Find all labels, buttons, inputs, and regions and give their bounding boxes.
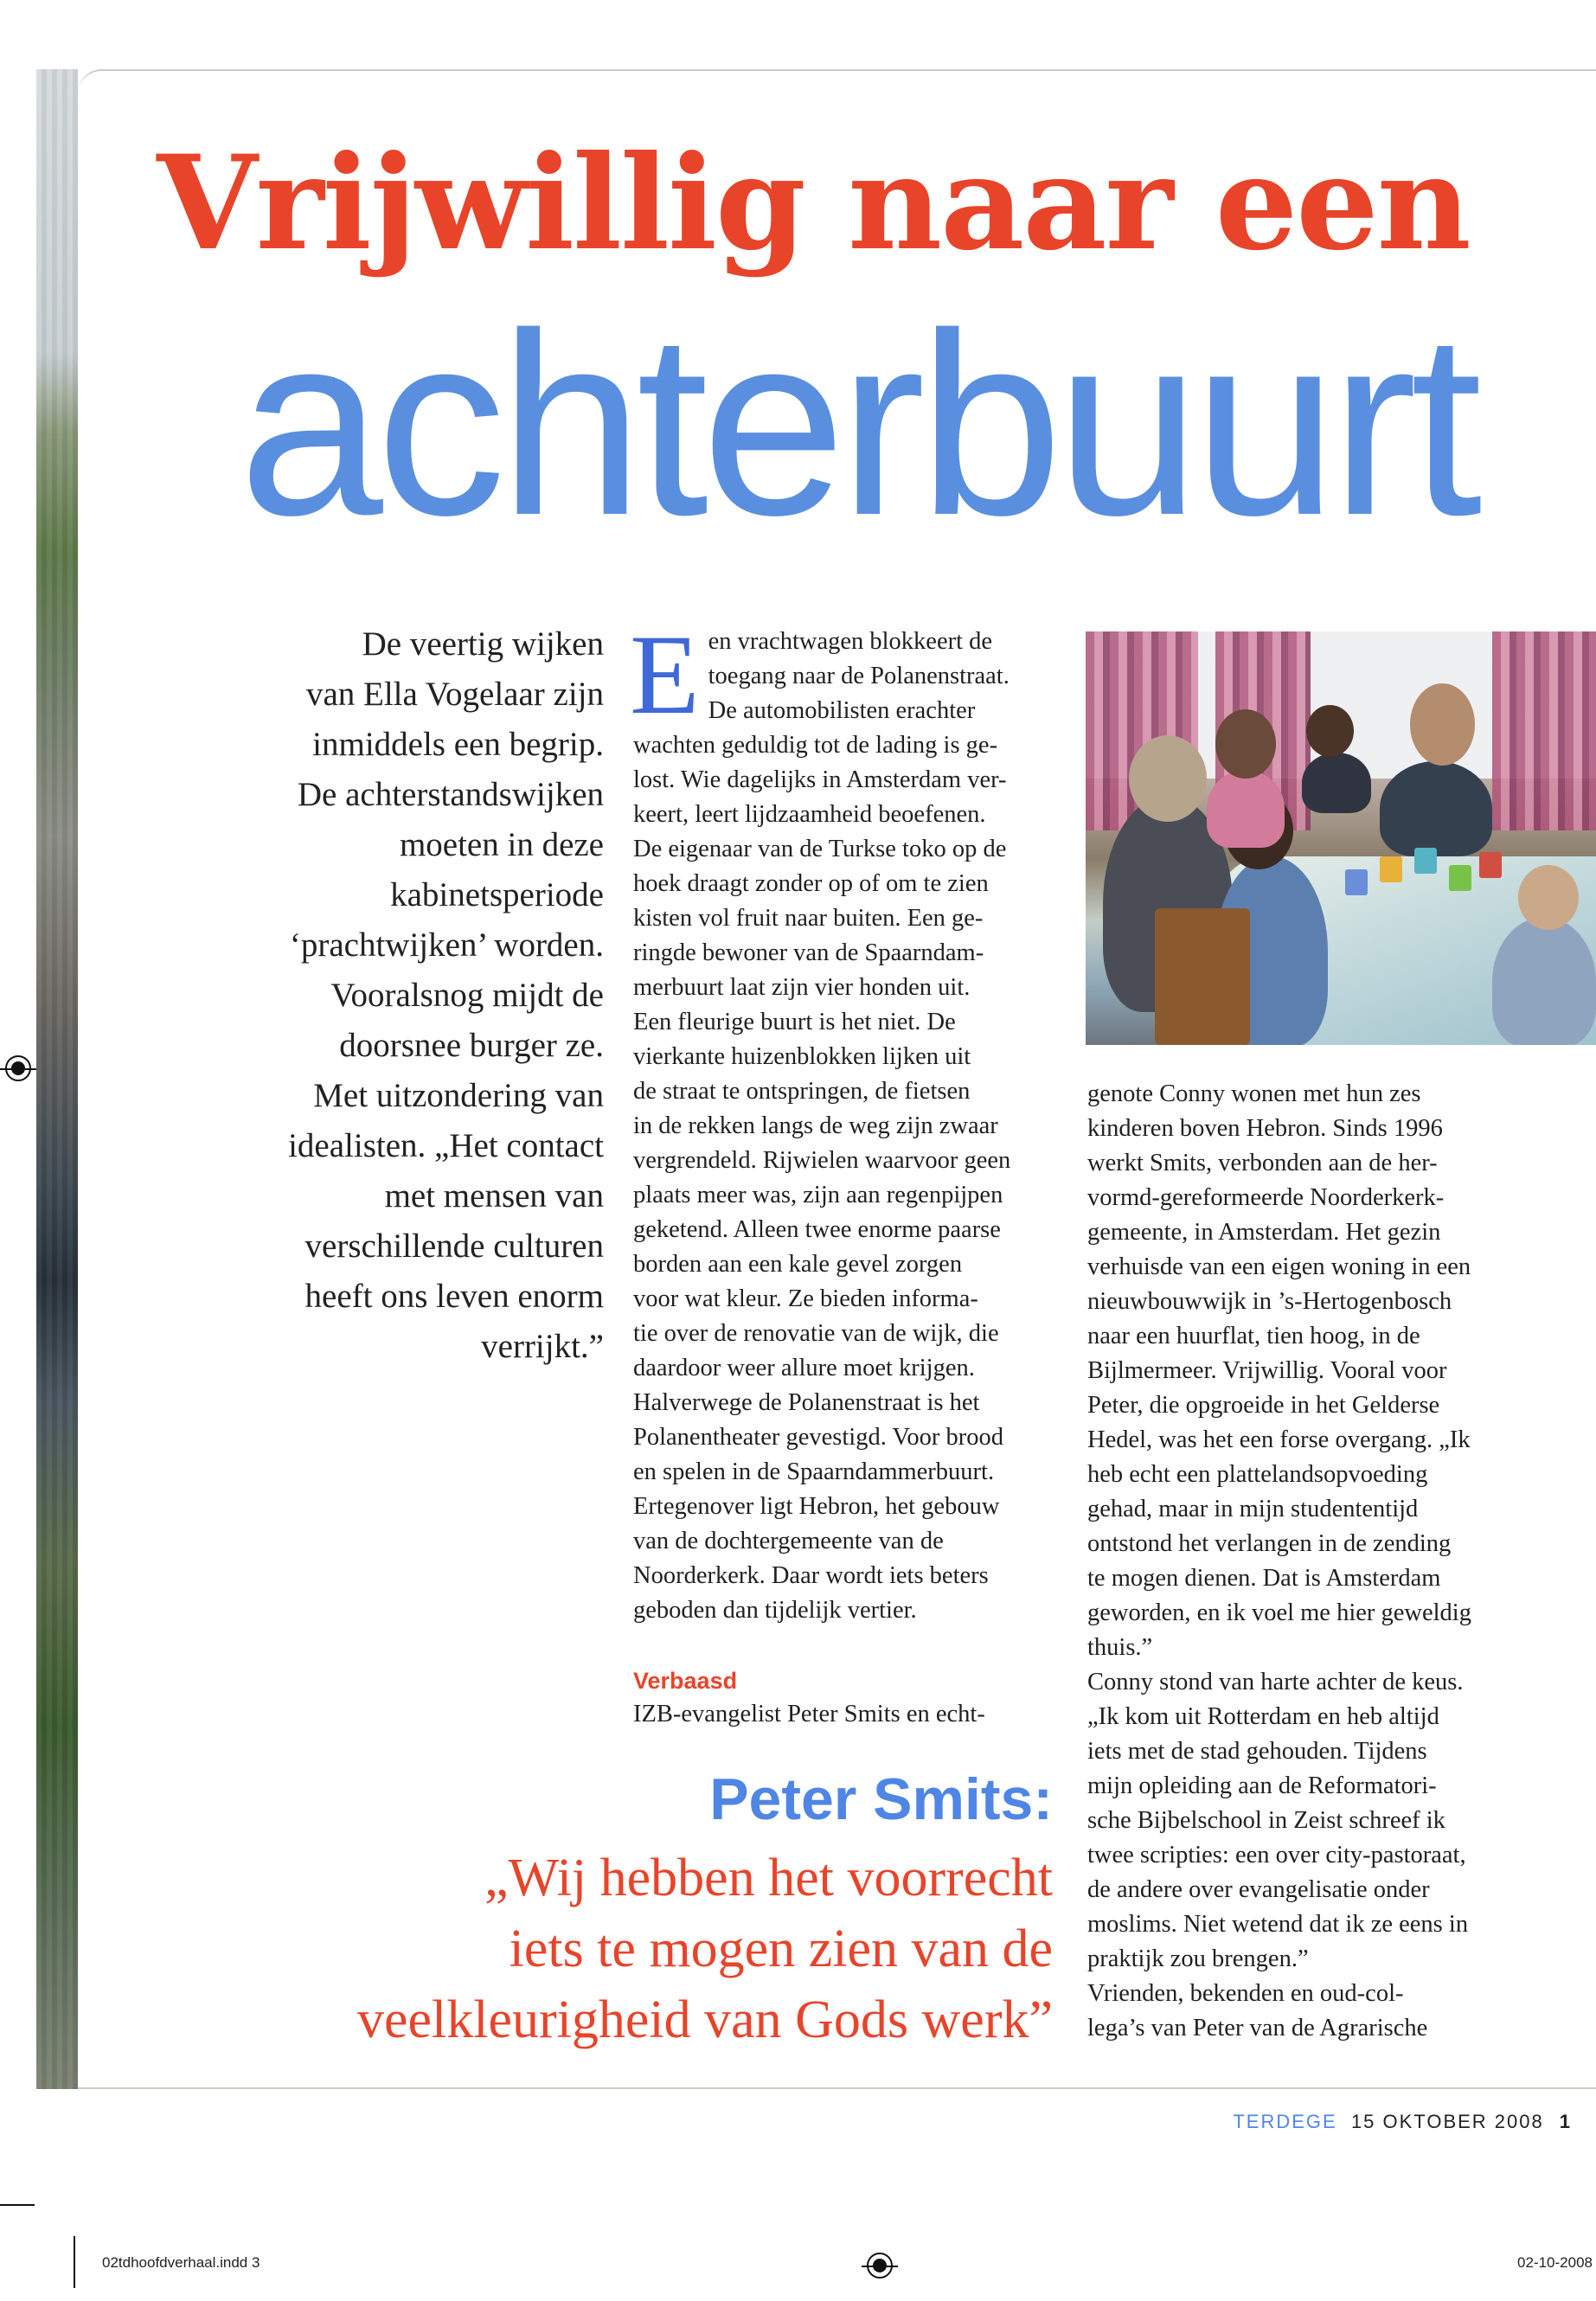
body-line: Halverwege de Polanenstraat is het (633, 1389, 980, 1416)
body-line: De eigenaar van de Turkse toko op de (633, 836, 1007, 862)
body-line: sche Bijbelschool in Zeist schreef ik (1087, 1807, 1445, 1834)
photo-person (1492, 917, 1596, 1045)
body-line: moslims. Niet wetend dat ik ze eens in (1087, 1911, 1469, 1938)
pullquote-name: Peter Smits: (709, 1766, 1053, 1832)
body-line: tie over de renovatie van de wijk, die (633, 1320, 999, 1347)
article-column-right (1087, 1077, 1520, 2046)
photo-head (1518, 865, 1579, 930)
pullquote-line: „Wij hebben het voorrecht (484, 1849, 1053, 1907)
intro-line: met mensen van (384, 1177, 604, 1215)
pullquote-line: iets te mogen zien van de (509, 1920, 1053, 1978)
body-line: gemeente, in Amsterdam. Het gezin (1087, 1219, 1441, 1246)
body-line: Een fleurige buurt is het niet. De (633, 1009, 956, 1035)
body-line: IZB-evangelist Peter Smits en echt- (633, 1701, 985, 1727)
intro-line: moeten in deze (399, 826, 604, 863)
body-line: en vrachtwagen blokkeert de (708, 628, 993, 655)
body-line: merbuurt laat zijn vier honden uit. (633, 974, 971, 1001)
body-line: Polanentheater gevestigd. Voor brood (633, 1424, 1003, 1451)
body-line: kisten vol fruit naar buiten. Een ge- (633, 905, 984, 932)
body-line: thuis.” (1087, 1634, 1153, 1661)
body-line: ontstond het verlangen in de zending (1087, 1530, 1452, 1557)
registration-mark-icon (867, 2253, 893, 2279)
drop-cap: E (630, 611, 700, 738)
body-line: geboden dan tijdelijk vertier. (633, 1597, 917, 1624)
family-dinner-photo (1086, 631, 1596, 1045)
intro-line: ‘prachtwijken’ worden. (289, 926, 604, 964)
photo-head (1129, 735, 1207, 822)
photo-curtain (1492, 631, 1596, 830)
body-line: in de rekken langs de weg zijn zwaar (633, 1112, 998, 1139)
body-line: praktijk zou brengen.” (1087, 1945, 1309, 1972)
page-number: 1 (1559, 2111, 1572, 2132)
body-line: verhuisde van een eigen woning in een (1087, 1253, 1471, 1280)
body-line: Ertegenover ligt Hebron, het gebouw (633, 1493, 1000, 1520)
body-line: twee scripties: een over city-pastoraat, (1087, 1842, 1466, 1868)
body-line: vormd-gereformeerde Noorderkerk- (1087, 1184, 1445, 1211)
body-line: nieuwbouwwijk in ’s-Hertogenbosch (1087, 1288, 1452, 1315)
body-line: Peter, die opgroeide in het Gelderse (1087, 1392, 1440, 1419)
body-line: heb echt een plattelandsopvoeding (1087, 1461, 1428, 1488)
body-line: geworden, en ik voel me hier geweldig (1087, 1599, 1471, 1626)
photo-head (1410, 683, 1475, 766)
body-line: lost. Wie dagelijks in Amsterdam ver- (633, 766, 1007, 793)
photo-person (1380, 761, 1492, 856)
body-line: mijn opleiding aan de Reformatori- (1087, 1772, 1437, 1799)
slug-filename: 02tdhoofdverhaal.indd 3 (102, 2254, 260, 2271)
body-line: „Ik kom uit Rotterdam en heb altijd (1087, 1703, 1439, 1730)
body-line: Bijlmermeer. Vrijwillig. Vooral voor (1087, 1357, 1447, 1384)
magazine-name: TERDEGE (1233, 2111, 1337, 2132)
body-line: te mogen dienen. Dat is Amsterdam (1087, 1565, 1441, 1592)
photo-head (1215, 709, 1276, 779)
body-line: de straat te ontspringen, de fietsen (633, 1078, 971, 1105)
intro-line: Met uitzondering van (313, 1077, 604, 1114)
intro-line: van Ella Vogelaar zijn (305, 676, 604, 713)
intro-line: De veertig wijken (362, 625, 604, 663)
body-line: toegang naar de Polanenstraat. (708, 663, 1010, 689)
body-line: daardoor weer allure moet krijgen. (633, 1355, 975, 1381)
slug-date: 02-10-2008 (1517, 2254, 1593, 2271)
photo-cup (1479, 852, 1502, 878)
body-line: ringde bewoner van de Spaarndam- (633, 939, 984, 966)
photo-cup (1449, 865, 1471, 891)
body-line: Vrienden, bekenden en oud-col- (1087, 1980, 1404, 2007)
photo-cup (1380, 856, 1402, 882)
body-line: keert, leert lijdzaamheid beoefenen. (633, 801, 986, 828)
photo-chair (1155, 908, 1250, 1045)
body-line: lega’s van Peter van de Agrarische (1087, 2015, 1428, 2041)
intro-line: verrijkt.” (481, 1328, 604, 1365)
photo-cup (1414, 848, 1437, 874)
intro-line: heeft ons leven enorm (304, 1278, 604, 1315)
body-line: vergrendeld. Rijwielen waarvoor geen (633, 1147, 1011, 1174)
crop-mark (0, 2204, 35, 2206)
intro-line: doorsnee burger ze. (339, 1027, 604, 1064)
intro-line: Vooralsnog mijdt de (330, 977, 604, 1014)
body-line: werkt Smits, verbonden aan de her- (1087, 1150, 1438, 1176)
intro-line: kabinetsperiode (390, 876, 604, 913)
body-line: naar een huurflat, tien hoog, in de (1087, 1323, 1420, 1349)
body-line: vierkante huizenblokken lijken uit (633, 1043, 971, 1070)
body-line: iets met de stad gehouden. Tijdens (1087, 1738, 1427, 1765)
body-line: gehad, maar in mijn studententijd (1087, 1496, 1419, 1522)
intro-line: verschillende culturen (304, 1227, 604, 1265)
crop-mark (74, 2236, 75, 2288)
article-column-middle (630, 611, 1055, 1732)
pullquote-text (205, 1843, 1053, 2055)
body-line: De automobilisten erachter (708, 697, 976, 724)
body-line: wachten geduldig tot de lading is ge- (633, 732, 998, 759)
body-line: de andere over evangelisatie onder (1087, 1876, 1430, 1903)
intro-line: De achterstandswijken (297, 776, 604, 813)
intro-line: idealisten. „Het contact (288, 1127, 604, 1164)
body-line: kinderen boven Hebron. Sinds 1996 (1087, 1115, 1443, 1142)
body-line: en spelen in de Spaarndammerbuurt. (633, 1458, 995, 1485)
page-footer (1233, 2111, 1572, 2133)
body-line: Conny stond van harte achter de keus. (1087, 1669, 1464, 1695)
photo-person (1207, 770, 1285, 848)
body-line: borden aan een kale gevel zorgen (633, 1251, 963, 1278)
body-line: geketend. Alleen twee enorme paarse (633, 1216, 1001, 1243)
photo-person (1302, 753, 1371, 813)
issue-date: 15 OKTOBER 2008 (1350, 2111, 1544, 2132)
photo-cup (1345, 869, 1368, 895)
photo-head (1306, 705, 1354, 757)
side-photo-strip (36, 69, 78, 2089)
body-line: genote Conny wonen met hun zes (1087, 1080, 1421, 1107)
section-subhead: Verbaasd (633, 1668, 738, 1694)
registration-mark-icon (5, 1055, 31, 1081)
headline-line-2: achterbuurt (239, 279, 1476, 569)
body-line: van de dochtergemeente van de (633, 1528, 944, 1554)
body-line: plaats meer was, zijn aan regenpijpen (633, 1182, 1003, 1208)
headline-line-1: Vrijwillig naar een (157, 127, 1470, 279)
body-line: hoek draagt zonder op of om te zien (633, 870, 989, 897)
intro-line: inmiddels een begrip. (312, 726, 604, 763)
body-line: Noorderkerk. Daar wordt iets beters (633, 1562, 989, 1589)
body-line: voor wat kleur. Ze bieden informa- (633, 1285, 978, 1312)
intro-paragraph (199, 619, 604, 1372)
body-line: Hedel, was het een forse overgang. „Ik (1087, 1426, 1471, 1453)
pullquote-line: veelkleurigheid van Gods werk” (356, 1990, 1053, 2049)
